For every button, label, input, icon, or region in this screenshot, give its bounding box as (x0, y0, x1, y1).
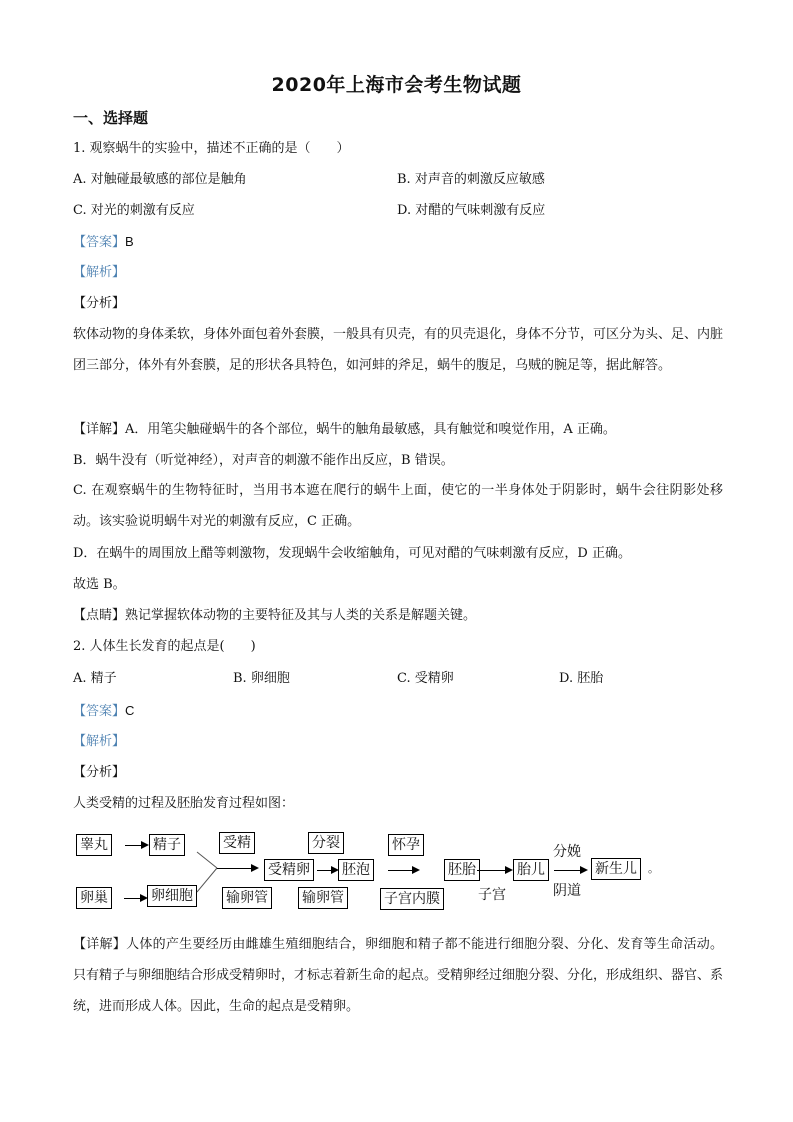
q2-option-d: D. 胚胎 (559, 671, 604, 686)
label-vagina: 阴道 (553, 883, 581, 899)
arrow-icon (125, 845, 147, 846)
q1-xiangjie-c: C. 在观察蜗牛的生物特征时，当用书本遮在爬行的蜗牛上面，使它的一半身体处于阴影时，蜗牛会往阴影处移动。该实验说明蜗牛对光的刺激有反应，C 正确。 (73, 483, 723, 529)
q1-xiangjie-d: D．在蜗牛的周围放上醋等刺激物，发现蜗牛会收缩触角，可见对醋的气味刺激有反应，D 正确。 (73, 546, 631, 561)
q2-answer (73, 702, 134, 721)
q1-answer (73, 233, 134, 252)
box-ovary: 卵巢 (76, 887, 112, 909)
label-uterus: 子宫 (478, 887, 506, 903)
box-zygote: 受精卵 (264, 859, 314, 881)
box-testis: 睾丸 (76, 834, 112, 856)
box-newborn: 新生儿 (591, 858, 641, 880)
end-mark: 。 (648, 862, 659, 875)
arrow-icon (554, 870, 586, 871)
dianjing-label: 【点睛】 (73, 608, 126, 623)
xiangjie-label: 【详解】 (73, 937, 127, 952)
q2-option-b: B. 卵细胞 (233, 671, 290, 686)
q1-conclusion: 故选 B。 (73, 577, 126, 592)
box-division: 分裂 (308, 832, 344, 854)
q1-dianjing (73, 607, 476, 625)
box-oviduct-2: 输卵管 (298, 887, 348, 909)
arrow-icon (124, 898, 146, 899)
xiangjie-label: 【详解】 (73, 422, 126, 437)
q1-stem: 1. 观察蜗牛的实验中，描述不正确的是（ ） (73, 141, 350, 156)
box-fertilization: 受精 (219, 832, 255, 854)
q2-jiexi-label: 【解析】 (73, 734, 126, 749)
q1-jiexi-label: 【解析】 (73, 265, 126, 280)
xiangjie-line-a: A．用笔尖触碰蜗牛的各个部位，蜗牛的触角最敏感，具有触觉和嗅觉作用，A 正确。 (125, 422, 616, 437)
q2-option-a: A. 精子 (73, 671, 117, 686)
q2-stem: 2. 人体生长发育的起点是( ) (73, 639, 256, 654)
arrow-icon (317, 870, 337, 871)
q1-xiangjie-b: B．蜗牛没有（听觉神经），对声音的刺激不能作出反应，B 错误。 (73, 453, 454, 468)
box-embryo: 胚胎 (444, 859, 480, 881)
dianjing-text: 熟记掌握软体动物的主要特征及其与人类的关系是解题关键。 (125, 608, 477, 623)
answer-label: 【答案】 (73, 235, 126, 250)
q1-fenxi-text: 软体动物的身体柔软，身体外面包着外套膜，一般具有贝壳，有的贝壳退化，身体不分节，可区分为头、足、内脏团三部分，体外有外套膜，足的形状各具特色，如河蚌的斧足，蜗牛的腹足，乌贼的腕足等，据此解答。 (73, 327, 724, 373)
xiangjie-text: 人体的产生要经历由雌雄生殖细胞结合，卵细胞和精子都不能进行细胞分裂、分化、发育等生命活动。只有精子与卵细胞结合形成受精卵时，才标志着新生命的起点。受精卵经过细胞分裂、分化，形成组织、器官、系统，进而形成人体。因此，生命的起点是受精卵。 (73, 937, 724, 1014)
q1-option-b: B. 对声音的刺激反应敏感 (397, 172, 545, 187)
answer-value: C (125, 703, 135, 718)
q2-xiangjie (73, 929, 723, 1022)
box-pregnancy: 怀孕 (388, 834, 424, 856)
label-delivery: 分娩 (553, 844, 581, 860)
q2-fenxi-text: 人类受精的过程及胚胎发育过程如图： (73, 796, 295, 811)
q2-option-c: C. 受精卵 (397, 671, 454, 686)
arrow-icon (217, 868, 257, 869)
box-endometrium: 子宫内膜 (380, 888, 444, 910)
answer-label: 【答案】 (73, 704, 126, 719)
arrow-icon (388, 870, 418, 871)
answer-value: B (125, 234, 134, 249)
box-blastocyst: 胚泡 (338, 859, 374, 881)
box-egg: 卵细胞 (147, 885, 197, 907)
q1-option-a: A. 对触碰最敏感的部位是触角 (73, 172, 247, 187)
q1-option-d: D. 对醋的气味刺激有反应 (397, 203, 546, 218)
q2-fenxi-label: 【分析】 (73, 765, 126, 780)
q1-fenxi-label: 【分析】 (73, 296, 126, 311)
box-sperm: 精子 (149, 834, 185, 856)
page-title: 2020年上海市会考生物试题 (271, 74, 522, 96)
box-oviduct-1: 输卵管 (222, 887, 272, 909)
q1-xiangjie-a (73, 421, 616, 439)
arrow-icon (477, 870, 511, 871)
q1-option-c: C. 对光的刺激有反应 (73, 203, 195, 218)
section-heading: 一、选择题 (73, 109, 149, 127)
box-fetus: 胎儿 (513, 859, 549, 881)
